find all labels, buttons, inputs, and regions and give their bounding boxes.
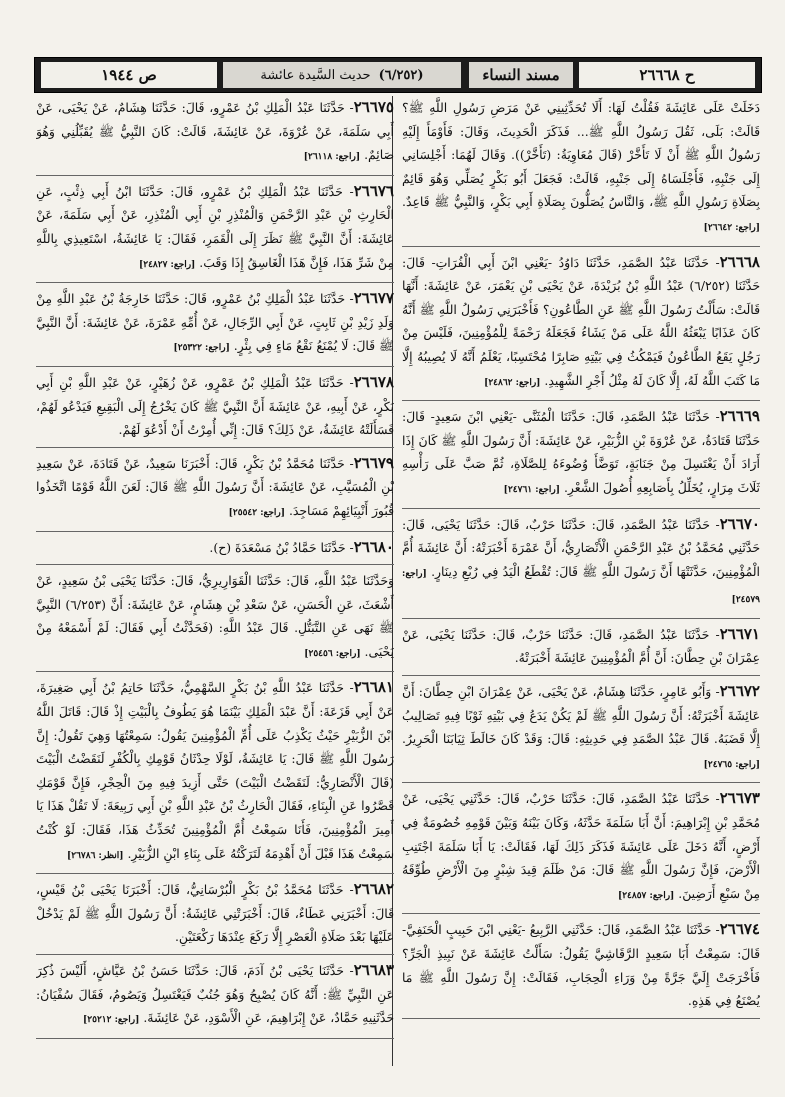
page-label: ص ١٩٤٤: [41, 62, 217, 88]
entry-separator: [36, 447, 394, 448]
hadith-entry: [36, 676, 394, 868]
hadith-entry: [402, 787, 760, 908]
cross-reference: [راجع: ٢٤٥٧٩]: [402, 568, 760, 606]
entry-separator: [402, 913, 760, 914]
hadith-entry: [402, 405, 760, 502]
hadith-entry: [36, 536, 394, 560]
hadith-text: - حَدَّثَنَا عَبْدُ اللَّهِ بْنُ بَكْرٍ السَّهْمِيُّ، حَدَّثَنَا حَاتِمُ بْنُ أَبِي صَغِيرَةَ، عَنْ أَبِي قَزَعَةَ: أَنَّ عَبْدَ الْمَلِكِ بَيْنَمَا هُوَ يَطُوفُ بِالْبَيْتِ إِذْ قَالَ: قَاتَلَ اللَّهُ ابْنَ الزُّبَيْرِ حَيْثُ يَكْذِبُ عَلَى أُمِّ الْمُؤْمِنِينَ يَقُولُ: سَمِعْتُهَا وَهِيَ تَقُولُ: إِنَّ رَسُولَ اللَّهِ ﷺ قَالَ: يَا عَائِشَةُ، لَوْلَا حِدْثَانُ قَوْمِكِ بِالْكُفْرِ لَنَقَضْتُ الْبَيْتَ (قَالَ الْأَنْصَارِيُّ: لَنَقَضْتُ الْبَيْتَ) حَتَّى أَزِيدَ فِيهِ مِنَ الْحِجْرِ، فَإِنَّ قَوْمَكِ قَصَّرُوا عَنِ الْبِنَاءِ، فَقَالَ الْحَارِثُ بْنُ عَبْدِ اللَّهِ بْنِ أَبِي رَبِيعَةَ: لَا تَقُلْ هَذَا يَا أَمِيرَ الْمُؤْمِنِينَ، فَأَنَا سَمِعْتُ أُمَّ الْمُؤْمِنِينَ تُحَدِّثُ هَذَا، فَقَالَ: لَوْ كُنْتُ سَمِعْتُ هَذَا قَبْلَ أَنْ أَهْدِمَهُ لَتَرَكْتُهُ عَلَى بِنَاءِ ابْنِ الزُّبَيْرِ.: [36, 680, 394, 861]
cross-reference: [انظر: ٢٦٧٨٦]: [66, 850, 124, 861]
hadith-text: - حَدَّثَنَا مُحَمَّدُ بْنُ بَكْرٍ، قَالَ: أَخْبَرَنَا سَعِيدٌ، عَنْ قَتَادَةَ، عَنْ سَعِيدِ بْنِ الْمُسَيَّبِ، عَنْ عَائِشَةَ: أَنَّ رَسُولَ اللَّهِ ﷺ قَالَ: لَعَنَ اللَّهُ قَوْمًا اتَّخَذُوا قُبُورَ أَنْبِيَائِهِمْ مَسَاجِدَ.: [36, 455, 394, 518]
hadith-number: ٢٦٦٦٨: [719, 252, 760, 271]
volume-ref: (٦/٢٥٢): [378, 67, 424, 83]
hadith-text: - حَدَّثَنَا عَبْدُ الْمَلِكِ بْنُ عَمْرٍو، قَالَ: حَدَّثَنَا خَارِجَةُ بْنُ عَبْدِ اللَّهِ مِنْ وَلَدِ زَيْدِ بْنِ ثَابِتٍ، عَنْ أَبِي الرِّجَالِ، عَنْ أُمِّهِ عَمْرَةَ، عَنْ عَائِشَةَ: أَنَّ النَّبِيَّ ﷺ قَالَ: لَا يُمْنَعُ نَقْعُ مَاءٍ فِي بِئْرٍ.: [36, 291, 394, 354]
page-header: [34, 57, 762, 93]
hadith-entry: [402, 96, 760, 241]
section-title: حديث السَّيدة عائشة: [260, 67, 371, 83]
hadith-entry: [402, 623, 760, 670]
hadith-number: ٢٦٦٧٢: [719, 682, 760, 701]
cross-reference: [راجع: ٢٤٨٢٧]: [138, 259, 196, 270]
hadith-text: - حَدَّثَنَا عَبْدُ الصَّمَدِ، قَالَ: حَدَّثَنَا الْمُثَنَّى -يَعْنِي ابْنَ سَعِيدٍ- قَالَ: حَدَّثَنَا قَتَادَةُ، عَنْ عُرْوَةَ بْنِ الزُّبَيْرِ، عَنْ عَائِشَةَ: أَنَّ رَسُولَ اللَّهِ ﷺ كَانَ إِذَا أَرَادَ أَنْ يَغْتَسِلَ مِنْ جَنَابَةٍ، تَوَضَّأَ وُضُوءَهُ لِلصَّلَاةِ، ثُمَّ صَبَّ عَلَى رَأْسِهِ ثَلَاثَ مِرَارٍ، يُخَلِّلُ بِأَصَابِعِهِ أُصُولَ الشَّعْرِ.: [402, 409, 760, 495]
cross-reference: [راجع: ٢٤٧٦٥]: [703, 759, 760, 770]
cross-reference: [راجع: ٢٥٢١٢]: [83, 1015, 140, 1026]
hadith-entry: [402, 918, 760, 1012]
entry-separator: [36, 564, 394, 565]
section-title-box: [223, 62, 461, 88]
hadith-entry: [36, 371, 394, 442]
hadith-text: - حَدَّثَنَا عَبْدُ الْمَلِكِ بْنُ عَمْرٍو، قَالَ: حَدَّثَنَا هِشَامٌ، عَنْ يَحْيَى، عَنْ أَبِي سَلَمَةَ، عَنْ عُرْوَةَ، عَنْ عَائِشَةَ، قَالَتْ: كَانَ النَّبِيُّ ﷺ يُقَبِّلُنِي وَهُوَ صَائِمٌ.: [36, 100, 394, 163]
hadith-text: - حَدَّثَنَا عَبْدُ الصَّمَدِ، قَالَ: حَدَّثَنِي الرَّبِيعُ -يَعْنِي ابْنَ حَبِيبٍ الْحَنَفِيَّ- قَالَ: سَمِعْتُ أَبَا سَعِيدٍ الرَّقَاشِيَّ يَقُولُ: سَأَلْتُ عَائِشَةَ عَنْ نَبِيذِ الْجَرِّ؟ فَأَخْرَجَتْ إِلَيَّ جَرَّةً مِنْ وَرَاءِ الْحِجَابِ، فَقَالَتْ: إِنَّ رَسُولَ اللَّهِ ﷺ مَا يُصْنَعُ فِي هَذِهِ.: [402, 922, 760, 1009]
entry-separator: [402, 508, 760, 509]
cross-reference: [راجع: ٢٤٨٥٧]: [617, 890, 675, 901]
hadith-number: ٢٦٦٧٨: [353, 372, 394, 391]
entry-separator: [402, 246, 760, 247]
cross-reference: [راجع: ٢٥٥٤٢]: [228, 507, 285, 518]
hadith-number: ٢٦٦٧٥: [353, 98, 394, 116]
hadith-number: ٢٦٦٧٦: [353, 181, 394, 200]
left-column: [36, 96, 394, 1071]
hadith-text: - حَدَّثَنَا يَحْيَى بْنُ آدَمَ، قَالَ: حَدَّثَنَا حَسَنُ بْنُ عَيَّاشٍ، أَلَيْسَ ذُكِرَ عَنِ النَّبِيِّ ﷺ: أَنَّهُ كَانَ يُصْبِحُ وَهُوَ جُنُبٌ فَيَغْتَسِلُ وَيَصُومُ، فَقَالَ سُفْيَانُ: حَدَّثَنِيهِ حَمَّادٌ، عَنْ إِبْرَاهِيمَ، عَنِ الْأَسْوَدِ، عَنْ عَائِشَةَ.: [36, 963, 394, 1026]
cross-reference: [راجع: ٢٤٨٦٢]: [484, 377, 541, 388]
entry-separator: [36, 531, 394, 532]
hadith-text: - حَدَّثَنَا عَبْدُ الْمَلِكِ بْنُ عَمْرٍو، عَنْ زُهَيْرٍ، عَنْ عَبْدِ اللَّهِ بْنِ أَبِي بَكْرٍ، عَنْ أَبِيهِ، عَنْ عَائِشَةَ أَنَّ النَّبِيَّ ﷺ كَانَ يَخْرُجُ إِلَى الْبَقِيعِ فَيَدْعُو لَهُمْ، فَسَأَلَتْهُ عَائِشَةُ، عَنْ ذَلِكَ؟ قَالَ: إِنِّي أُمِرْتُ أَنْ أَدْعُوَ لَهُمْ.: [36, 374, 394, 438]
hadith-number: ٢٦٦٧١: [719, 624, 760, 643]
hadith-entry: [36, 96, 394, 170]
hadith-text: - حَدَّثَنَا عَبْدُ الْمَلِكِ بْنُ عَمْرٍو، قَالَ: حَدَّثَنَا ابْنُ أَبِي ذِئْبٍ، عَنِ الْحَارِثِ بْنِ عَبْدِ الرَّحْمَنِ وَالْمُنْذِرِ بْنِ أَبِي الْمُنْذِرِ، عَنْ أَبِي سَلَمَةَ، عَنْ عَائِشَةَ: أَنَّ النَّبِيَّ ﷺ نَظَرَ إِلَى الْقَمَرِ، فَقَالَ: يَا عَائِشَةُ، اسْتَعِيذِي بِاللَّهِ مِنْ شَرِّ هَذَا، فَإِنَّ هَذَا الْغَاسِقُ إِذَا وَقَبَ.: [36, 183, 394, 270]
hadith-entry: [36, 180, 394, 277]
entry-separator: [402, 1018, 760, 1019]
hadith-text: - حَدَّثَنَا حَمَّادُ بْنُ مَسْعَدَةَ (ح).: [209, 539, 354, 555]
hadith-number: ٢٦٦٨٠: [353, 537, 394, 556]
hadith-range: ح ٢٦٦٦٨: [579, 62, 755, 88]
hadith-number: ٢٦٦٨٢: [353, 880, 394, 899]
hadith-entry: [402, 680, 760, 777]
entry-separator: [402, 675, 760, 676]
entry-separator: [36, 366, 394, 367]
hadith-text: - حَدَّثَنَا عَبْدُ الصَّمَدِ، قَالَ: حَدَّثَنَا حَرْبٌ، قَالَ: حَدَّثَنِي يَحْيَى، عَنْ مُحَمَّدِ بْنِ إِبْرَاهِيمَ: أَنَّ أَبَا سَلَمَةَ حَدَّثَهُ، وَكَانَ بَيْنَهُ وَبَيْنَ قَوْمِهِ خُصُومَةٌ فِي أَرْضٍ، أَنَّهُ دَخَلَ عَلَى عَائِشَةَ فَذَكَرَ ذَلِكَ لَهَا، فَقَالَتْ: يَا أَبَا سَلَمَةَ اجْتَنِبِ الْأَرْضَ، فَإِنَّ رَسُولَ اللَّهِ ﷺ قَالَ: مَنْ ظَلَمَ قِيدَ شِبْرٍ مِنَ الْأَرْضِ طُوِّقَهُ مِنْ سَبْعِ أَرَضِينَ.: [402, 791, 760, 901]
cross-reference: [راجع: ٢٤٧٦١]: [503, 484, 561, 495]
entry-separator: [36, 282, 394, 283]
hadith-number: ٢٦٦٧٤: [719, 920, 760, 939]
hadith-entry: [36, 878, 394, 949]
hadith-entry: [36, 569, 394, 666]
hadith-number: ٢٦٦٧٠: [719, 514, 760, 533]
hadith-text: - حَدَّثَنَا عَبْدُ الصَّمَدِ، حَدَّثَنَا دَاوُدُ -يَعْنِي ابْنَ أَبِي الْفُرَاتِ- قَالَ: حَدَّثَنَا (٦/٢٥٢) عَبْدُ اللَّهِ بْنُ بُرَيْدَةَ، عَنْ يَحْيَى بْنِ يَعْمَرَ، عَنْ عَائِشَةَ: أَنَّهَا قَالَتْ: سَأَلْتُ رَسُولَ اللَّهِ ﷺ عَنِ الطَّاعُونِ؟ فَأَخْبَرَنِي رَسُولُ اللَّهِ ﷺ أَنَّهُ كَانَ عَذَابًا يَبْعَثُهُ اللَّهُ عَلَى مَنْ يَشَاءُ فَجَعَلَهُ رَحْمَةً لِلْمُؤْمِنِينَ، فَلَيْسَ مِنْ رَجُلٍ يَقَعُ الطَّاعُونُ فَيَمْكُثُ فِي بَيْتِهِ صَابِرًا مُحْتَسِبًا، يَعْلَمُ أَنَّهُ لَا يُصِيبُهُ إِلَّا مَا كَتَبَ اللَّهُ لَهُ، إِلَّا كَانَ لَهُ مِثْلُ أَجْرِ الشَّهِيدِ.: [402, 254, 760, 388]
entry-separator: [36, 954, 394, 955]
cross-reference: [راجع: ٢٦٦٤٢]: [703, 222, 760, 233]
entry-separator: [36, 1038, 394, 1039]
entry-separator: [402, 618, 760, 619]
hadith-number: ٢٦٦٨١: [353, 678, 394, 697]
hadith-text: - حَدَّثَنَا مُحَمَّدُ بْنُ بَكْرٍ الْبُرْسَانِيُّ، قَالَ: أَخْبَرَنَا يَحْيَى بْنُ قَيْسٍ، قَالَ: أَخْبَرَنِي عَطَاءٌ، قَالَ: أَخْبَرَتْنِي عَائِشَةُ: أَنَّ رَسُولَ اللَّهِ ﷺ لَمْ يَدْخُلْ عَلَيْهَا بَعْدَ صَلَاةِ الْعَصْرِ إِلَّا رَكَعَ عِنْدَهَا رَكْعَتَيْنِ.: [36, 882, 394, 945]
hadith-text: - حَدَّثَنَا عَبْدُ الصَّمَدِ، قَالَ: حَدَّثَنَا حَرْبٌ، قَالَ: حَدَّثَنَا يَحْيَى، قَالَ: حَدَّثَنِي مُحَمَّدُ بْنُ عَبْدِ الرَّحْمَنِ الْأَنْصَارِيُّ، أَنَّ عَمْرَةَ أَخْبَرَتْهُ: أَنَّ عَائِشَةَ أُمَّ الْمُؤْمِنِينَ، حَدَّثَتْهَا أَنَّ رَسُولَ اللَّهِ ﷺ قَالَ: تُقْطَعُ الْيَدُ فِي رُبْعِ دِينَارٍ.: [402, 516, 760, 579]
hadith-text: - وَأَبُو عَامِرٍ، حَدَّثَنَا هِشَامٌ، عَنْ يَحْيَى، عَنْ عِمْرَانَ ابْنِ حِطَّانَ: أَنَّ عَائِشَةَ أَخْبَرَتْهُ: أَنَّ رَسُولَ اللَّهِ ﷺ لَمْ يَكُنْ يَدَعُ فِي بَيْتِهِ ثَوْبًا فِيهِ تَصَالِيبُ إِلَّا قَضَبَهُ. قَالَ عَبْدُ الصَّمَدِ فِي حَدِيثِهِ: قَالَ: وَقَدْ كَانَ خَالَطَ ثِيَابَنَا الْحَرِيرُ.: [402, 684, 760, 747]
cross-reference: [راجع: ٢٦١١٨]: [303, 152, 361, 163]
hadith-text: وَحَدَّثَنَا عَبْدُ اللَّهِ، قَالَ: حَدَّثَنَا الْقَوَارِيرِيُّ، قَالَ: حَدَّثَنَا يَحْيَى بْنُ سَعِيدٍ، عَنْ أَشْعَثَ، عَنِ الْحَسَنِ، عَنْ سَعْدِ بْنِ هِشَامٍ، عَنْ عَائِشَةَ: أَنَّ (٦/٢٥٣) النَّبِيَّ ﷺ نَهَى عَنِ التَّبَتُّلِ. قَالَ عَبْدُ اللَّهِ: (فَحَدَّثْتُ أَبِي فَقَالَ: لَمْ أَسْمَعْهُ مِنْ يَحْيَى.: [36, 573, 394, 659]
hadith-entry: [36, 452, 394, 526]
hadith-number: ٢٦٦٧٣: [719, 789, 760, 808]
musnad-name: مسند النساء: [469, 62, 573, 88]
hadith-text: دَخَلَتْ عَلَى عَائِشَةَ فَقُلْتُ لَهَا: أَلَا تُحَدِّثِينِي عَنْ مَرَضِ رَسُولِ اللَّهِ ﷺ؟ قَالَتْ: بَلَى، ثَقُلَ رَسُولُ اللَّهِ ﷺ... فَذَكَرَ الْحَدِيثَ، وَقَالَ: فَأَوْمَأَ إِلَيْهِ رَسُولُ اللَّهِ ﷺ أَنْ لَا تَأَخَّرْ (قَالَ مُعَاوِيَةُ: (تَأَخَّرْ)). وَقَالَ لَهُمَا: أَجْلِسَانِي إِلَى جَنْبِهِ، فَأَجْلَسَاهُ إِلَى جَنْبِهِ، قَالَتْ: فَجَعَلَ أَبُو بَكْرٍ يُصَلِّي وَهُوَ قَائِمٌ بِصَلَاةِ رَسُولِ اللَّهِ ﷺ، وَالنَّاسُ يُصَلُّونَ بِصَلَاةِ أَبِي بَكْرٍ، وَالنَّبِيُّ ﷺ قَاعِدٌ.: [402, 100, 760, 210]
right-column: [402, 96, 760, 1071]
entry-separator: [402, 782, 760, 783]
hadith-entry: [402, 513, 760, 613]
entry-separator: [36, 873, 394, 874]
cross-reference: [راجع: ٢٥٣٢٢]: [173, 343, 230, 354]
hadith-entry: [36, 287, 394, 361]
hadith-number: ٢٦٦٨٣: [353, 961, 394, 979]
hadith-number: ٢٦٦٦٩: [719, 407, 760, 426]
hadith-number: ٢٦٦٧٩: [353, 453, 394, 472]
entry-separator: [402, 400, 760, 401]
entry-separator: [36, 671, 394, 672]
cross-reference: [راجع: ٢٥٤٥٦]: [304, 648, 361, 659]
entry-separator: [36, 175, 394, 176]
hadith-entry: [36, 959, 394, 1033]
hadith-text: - حَدَّثَنَا عَبْدُ الصَّمَدِ، قَالَ: حَدَّثَنَا حَرْبٌ، قَالَ: حَدَّثَنَا يَحْيَى، عَنْ عِمْرَانَ بْنِ حِطَّانَ: أَنَّ أُمَّ الْمُؤْمِنِينَ عَائِشَةَ أَخْبَرَتْهُ.: [402, 626, 760, 666]
hadith-number: ٢٦٦٧٧: [353, 289, 394, 308]
hadith-entry: [402, 251, 760, 396]
